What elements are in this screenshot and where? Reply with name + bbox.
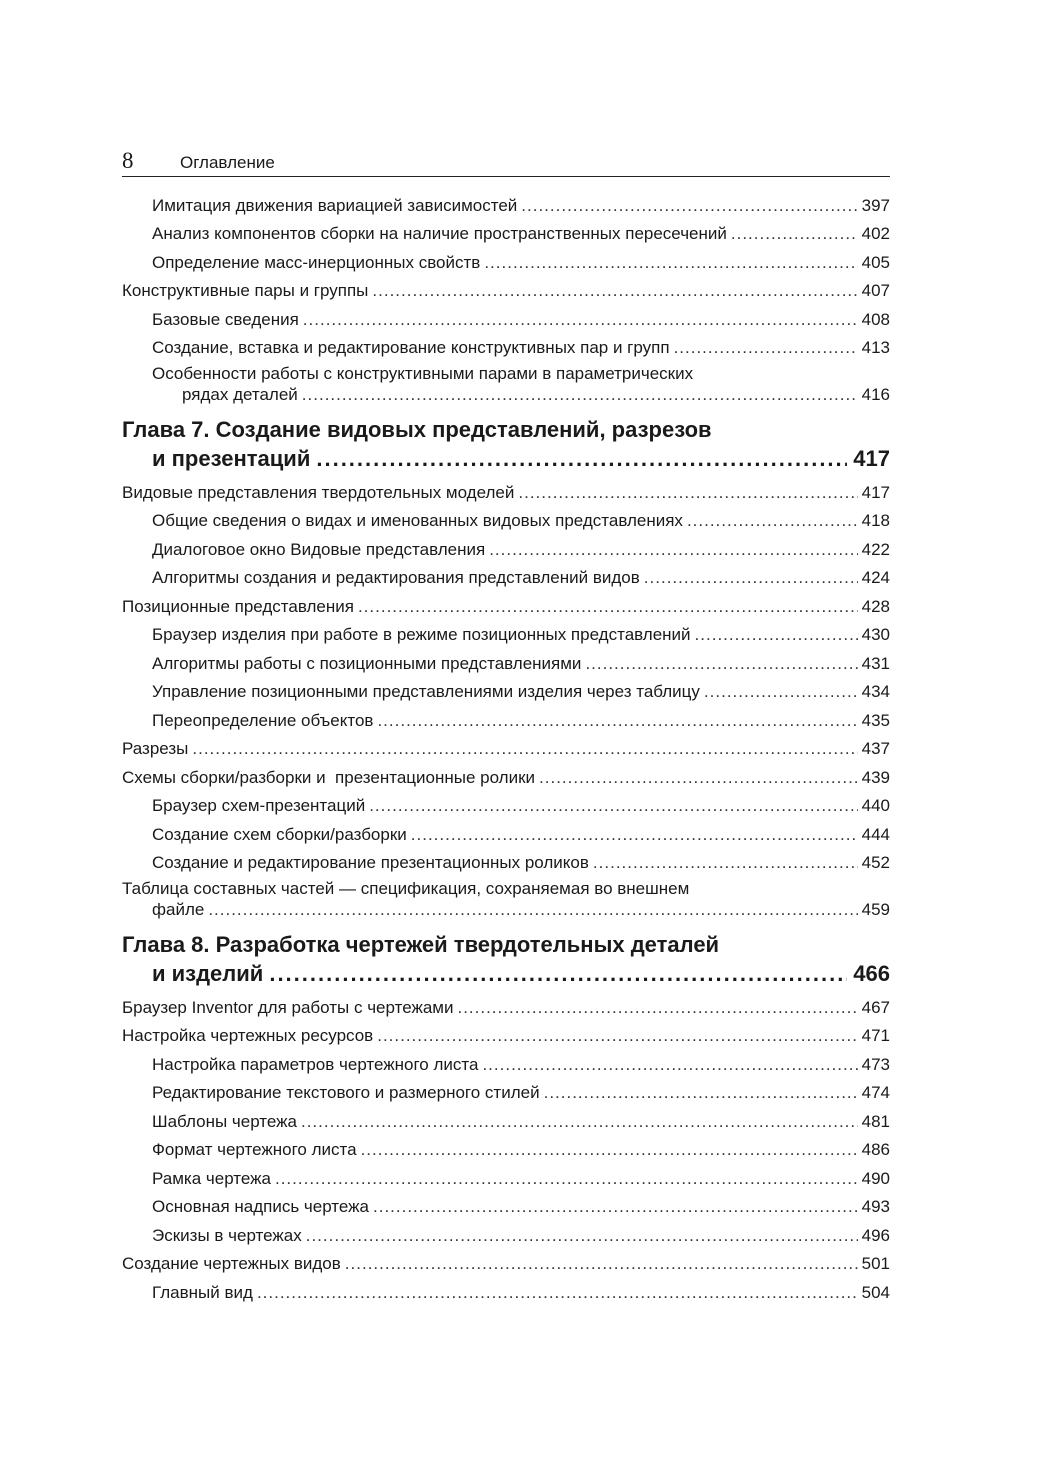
toc-entry-title: Алгоритмы работы с позиционными представлениями xyxy=(152,653,582,673)
toc-entry-page: 430 xyxy=(861,625,890,644)
dot-leader xyxy=(489,539,857,561)
dot-leader xyxy=(373,1196,858,1218)
toc-page xyxy=(122,146,890,1308)
dot-leader xyxy=(345,1253,858,1275)
toc-entry[interactable] xyxy=(122,650,890,679)
toc-entry-title: Рамка чертежа xyxy=(152,1168,271,1188)
toc-entry-title-line1: Особенности работы с конструктивными парами в параметрических xyxy=(152,364,694,383)
toc-entry-page: 431 xyxy=(861,653,890,673)
running-title: Оглавление xyxy=(180,153,275,172)
toc-entry[interactable] xyxy=(122,1108,890,1137)
toc-section[interactable] xyxy=(122,1251,890,1280)
dot-leader xyxy=(316,445,847,473)
toc-section-page: 439 xyxy=(861,767,890,787)
toc-section-title: Конструктивные пары и группы xyxy=(122,281,369,300)
dot-leader xyxy=(518,482,857,504)
running-header xyxy=(122,146,890,177)
toc-section-title: Позиционные представления xyxy=(122,596,354,616)
dot-leader xyxy=(644,567,858,589)
toc-entry-title: Диалоговое окно Видовые представления xyxy=(152,539,486,559)
toc-section-title: Разрезы xyxy=(122,739,189,758)
toc-entry-title: Создание и редактирование презентационных роликов xyxy=(152,853,589,872)
toc-entry-page: 504 xyxy=(861,1282,890,1302)
toc-entry-page: 408 xyxy=(861,309,890,329)
dot-leader xyxy=(593,852,858,874)
toc-entry[interactable] xyxy=(122,679,890,708)
toc-entry-page: 474 xyxy=(861,1083,890,1102)
toc-entry[interactable] xyxy=(122,622,890,651)
toc-entry-page: 402 xyxy=(861,224,890,243)
chapter-page: 466 xyxy=(853,961,890,986)
toc-entry-page: 435 xyxy=(861,710,890,730)
dot-leader xyxy=(257,1282,858,1304)
toc-entry-title: Создание схем сборки/разборки xyxy=(152,824,407,844)
dot-leader xyxy=(306,1225,858,1247)
toc-section-title-line1: Таблица составных частей — спецификация, сохраняемая во внешнем xyxy=(122,879,690,898)
dot-leader xyxy=(192,738,857,760)
toc-entry[interactable] xyxy=(122,249,890,278)
toc-entry-page: 473 xyxy=(861,1054,890,1074)
toc-entry-title: Общие сведения о видах и именованных видовых представлениях xyxy=(152,511,683,530)
toc-section[interactable] xyxy=(122,593,890,622)
page-number: 8 xyxy=(122,148,134,173)
toc-entry-title: Имитация движения вариацией зависимостей xyxy=(152,195,518,215)
dot-leader xyxy=(539,767,858,789)
toc-entry-title: Управление позиционными представлениями изделия через таблицу xyxy=(152,682,700,701)
toc-section[interactable] xyxy=(122,1023,890,1052)
toc-entry-title: Переопределение объектов xyxy=(152,710,374,730)
toc-entry-title: Браузер схем-презентаций xyxy=(152,796,366,815)
toc-chapter-8[interactable] xyxy=(122,930,890,994)
toc-entry-page: 490 xyxy=(861,1168,890,1188)
toc-entry-title: Анализ компонентов сборки на наличие пространственных пересечений xyxy=(152,224,727,243)
dot-leader xyxy=(269,960,847,988)
toc-entry-page: 496 xyxy=(861,1225,890,1245)
toc-entry[interactable] xyxy=(122,1080,890,1109)
dot-leader xyxy=(695,624,858,646)
toc-entry-page: 416 xyxy=(861,385,890,404)
toc-section-title-line2: файле xyxy=(152,900,205,919)
dot-leader xyxy=(361,1139,858,1161)
dot-leader xyxy=(411,824,858,846)
toc-entry[interactable] xyxy=(122,335,890,364)
dot-leader xyxy=(302,385,858,405)
toc-entry[interactable] xyxy=(122,1051,890,1080)
toc-entry-title: Основная надпись чертежа xyxy=(152,1197,369,1216)
toc-section-page: 471 xyxy=(861,1026,890,1045)
chapter-title-line1: Глава 7. Создание видовых представлений, разрезов xyxy=(122,417,712,442)
toc-section-title: Создание чертежных видов xyxy=(122,1254,341,1273)
toc-section-page: 467 xyxy=(861,997,890,1017)
chapter-page: 417 xyxy=(853,446,890,471)
chapter-title-line2: и презентаций xyxy=(152,446,311,471)
table-of-contents xyxy=(122,192,890,1308)
toc-entry-page: 397 xyxy=(861,195,890,215)
dot-leader xyxy=(731,223,858,245)
toc-entry-title: Главный вид xyxy=(152,1282,253,1302)
toc-section[interactable] xyxy=(122,994,890,1023)
toc-entry-page: 424 xyxy=(861,568,890,587)
toc-section-title: Браузер Inventor для работы с чертежами xyxy=(122,997,454,1017)
toc-section[interactable] xyxy=(122,764,890,793)
toc-entry-title: Базовые сведения xyxy=(152,309,299,329)
toc-entry-multiline[interactable] xyxy=(122,363,890,411)
toc-entry-page: 452 xyxy=(861,853,890,872)
chapter-title-line2: и изделий xyxy=(152,961,264,986)
toc-section-page: 428 xyxy=(861,596,890,616)
toc-entry-title: Браузер изделия при работе в режиме позиционных представлений xyxy=(152,625,691,644)
toc-entry[interactable] xyxy=(122,221,890,250)
toc-entry-page: 493 xyxy=(861,1197,890,1216)
toc-entry-title: Определение масс-инерционных свойств xyxy=(152,252,481,272)
toc-entry-title: Редактирование текстового и размерного стилей xyxy=(152,1083,540,1102)
toc-section-page: 417 xyxy=(861,482,890,502)
toc-entry-page: 486 xyxy=(861,1140,890,1159)
toc-entry-title: Эскизы в чертежах xyxy=(152,1225,302,1245)
dot-leader xyxy=(674,337,858,359)
toc-entry[interactable] xyxy=(122,1137,890,1166)
dot-leader xyxy=(301,1111,858,1133)
toc-section-title: Схемы сборки/разборки и презентационные ролики xyxy=(122,767,536,787)
dot-leader xyxy=(482,1054,857,1076)
dot-leader xyxy=(275,1168,858,1190)
toc-entry-page: 434 xyxy=(861,682,890,701)
dot-leader xyxy=(544,1082,858,1104)
dot-leader xyxy=(457,997,857,1019)
toc-entry[interactable] xyxy=(122,1194,890,1223)
dot-leader xyxy=(372,280,857,302)
toc-section[interactable] xyxy=(122,278,890,307)
toc-section-page: 437 xyxy=(861,739,890,758)
toc-entry-title: Создание, вставка и редактирование конструктивных пар и групп xyxy=(152,338,670,357)
toc-entry[interactable] xyxy=(122,1165,890,1194)
toc-entry-title-line2: рядах деталей xyxy=(182,385,298,404)
dot-leader xyxy=(484,252,857,274)
toc-entry-page: 444 xyxy=(861,824,890,844)
toc-entry-title: Шаблоны чертежа xyxy=(152,1111,297,1131)
toc-section-page: 459 xyxy=(861,900,890,919)
dot-leader xyxy=(585,653,857,675)
toc-entry-page: 440 xyxy=(861,796,890,815)
toc-entry[interactable] xyxy=(122,536,890,565)
toc-entry-title: Формат чертежного листа xyxy=(152,1140,357,1159)
dot-leader xyxy=(358,596,858,618)
toc-entry[interactable] xyxy=(122,192,890,221)
dot-leader xyxy=(377,710,857,732)
toc-section-multiline[interactable] xyxy=(122,878,890,926)
toc-section[interactable] xyxy=(122,479,890,508)
chapter-title-line1: Глава 8. Разработка чертежей твердотельных деталей xyxy=(122,932,720,957)
toc-entry-title: Настройка параметров чертежного листа xyxy=(152,1054,479,1074)
dot-leader xyxy=(208,900,857,920)
dot-leader xyxy=(377,1025,857,1047)
toc-entry[interactable] xyxy=(122,821,890,850)
toc-section-page: 407 xyxy=(861,281,890,300)
toc-entry-page: 481 xyxy=(861,1111,890,1131)
dot-leader xyxy=(704,681,858,703)
toc-entry[interactable] xyxy=(122,508,890,537)
toc-entry-title: Алгоритмы создания и редактирования представлений видов xyxy=(152,568,640,587)
toc-section-page: 501 xyxy=(861,1254,890,1273)
dot-leader xyxy=(521,195,857,217)
toc-section-title: Видовые представления твердотельных моделей xyxy=(122,482,515,502)
toc-entry[interactable] xyxy=(122,793,890,822)
toc-entry[interactable] xyxy=(122,306,890,335)
toc-section-title: Настройка чертежных ресурсов xyxy=(122,1026,374,1045)
toc-entry-page: 422 xyxy=(861,539,890,559)
dot-leader xyxy=(303,309,858,331)
dot-leader xyxy=(369,795,857,817)
toc-chapter-7[interactable] xyxy=(122,415,890,479)
dot-leader xyxy=(687,510,858,532)
toc-entry[interactable] xyxy=(122,850,890,879)
toc-entry[interactable] xyxy=(122,707,890,736)
toc-entry[interactable] xyxy=(122,1279,890,1308)
toc-entry-page: 405 xyxy=(861,252,890,272)
toc-entry-page: 413 xyxy=(861,338,890,357)
toc-entry[interactable] xyxy=(122,1222,890,1251)
toc-section[interactable] xyxy=(122,736,890,765)
toc-entry[interactable] xyxy=(122,565,890,594)
toc-entry-page: 418 xyxy=(861,511,890,530)
